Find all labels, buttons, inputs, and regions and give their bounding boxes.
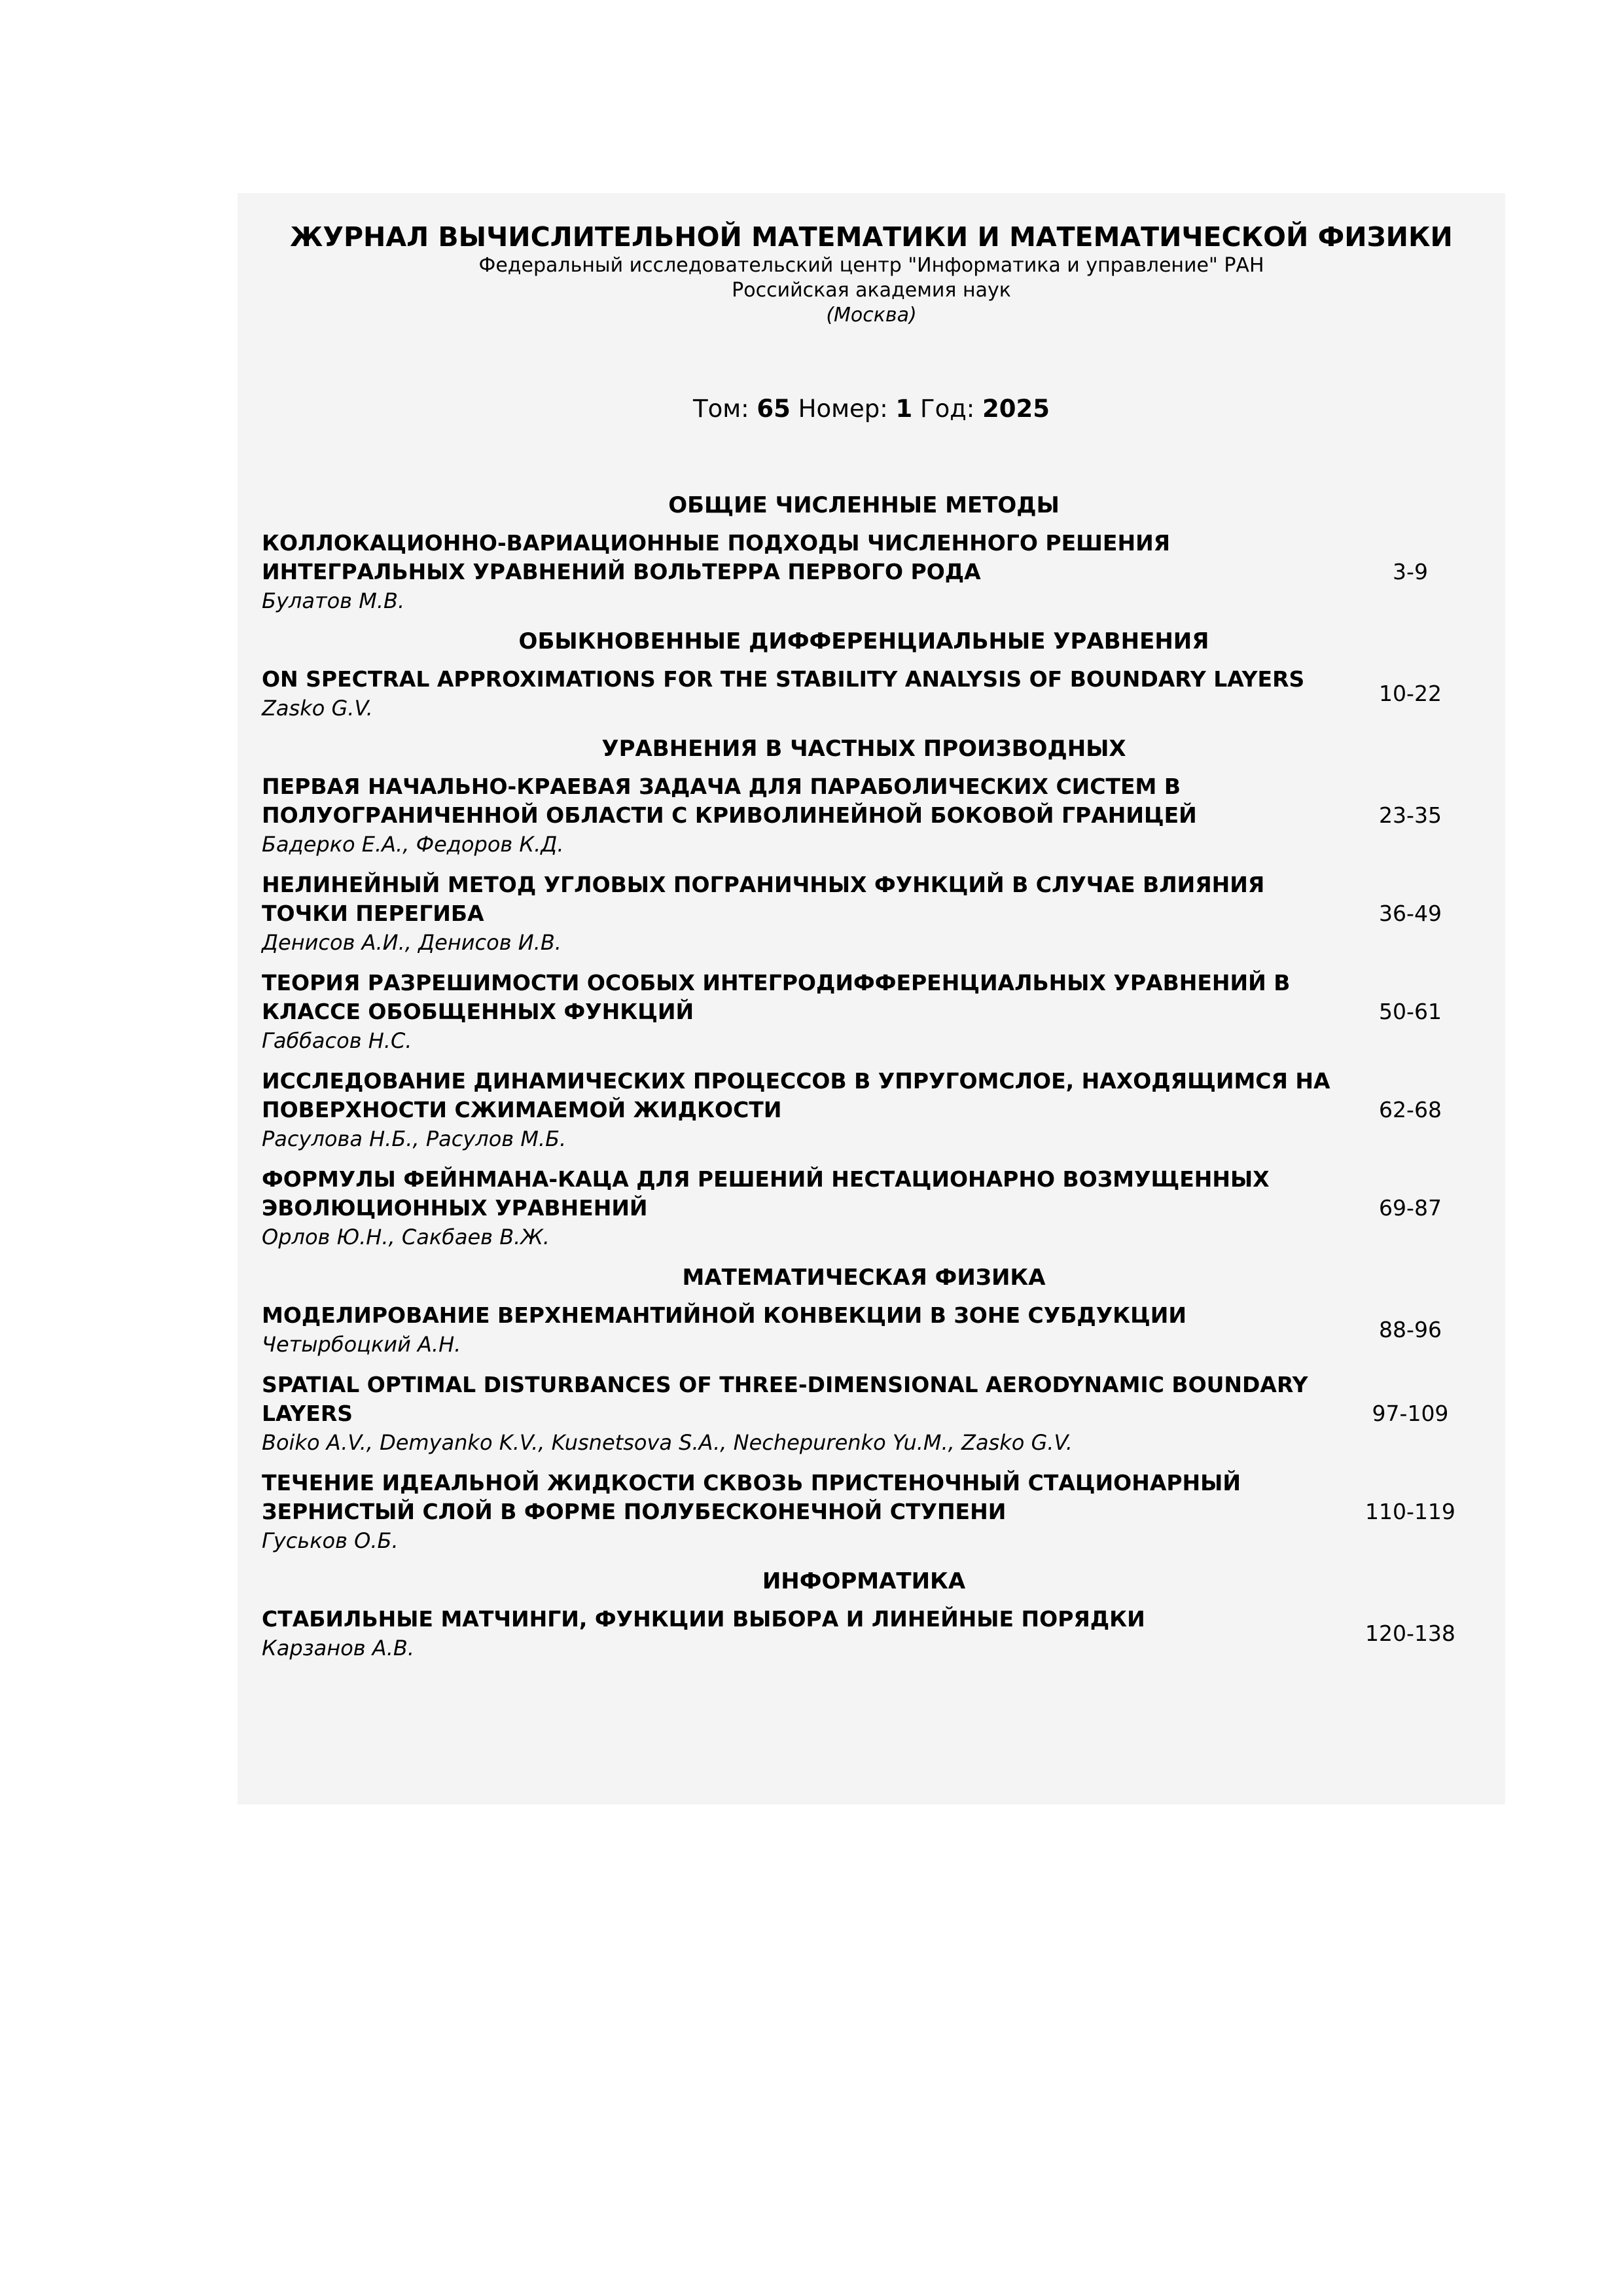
article-title[interactable]: ТЕЧЕНИЕ ИДЕАЛЬНОЙ ЖИДКОСТИ СКВОЗЬ ПРИСТЕНОЧНЫЙ СТАЦИОНАРНЫЙ ЗЕРНИСТЫЙ СЛОЙ В ФОРМЕ ПОЛУБЕСКОНЕЧНОЙ СТУПЕНИ <box>262 1470 1241 1524</box>
article-authors: Габбасов Н.С. <box>262 1028 412 1053</box>
article-title[interactable]: КОЛЛОКАЦИОННО-ВАРИАЦИОННЫЕ ПОДХОДЫ ЧИСЛЕННОГО РЕШЕНИЯ ИНТЕГРАЛЬНЫХ УРАВНЕНИЙ ВОЛЬТЕРРА ПЕРВОГО РОДА <box>262 530 1171 584</box>
year-value: 2025 <box>982 395 1050 423</box>
journal-header <box>238 221 1505 328</box>
organization-name: Федеральный исследовательский центр "Информатика и управление" РАН <box>478 254 1264 277</box>
article-entry[interactable] <box>262 772 1479 859</box>
article-pages: 120-138 <box>1365 1621 1455 1646</box>
article-entry[interactable] <box>262 1301 1479 1359</box>
section-heading: ОБЫКНОВЕННЫЕ ДИФФЕРЕНЦИАЛЬНЫЕ УРАВНЕНИЯ <box>518 628 1209 655</box>
journal-title: ЖУРНАЛ ВЫЧИСЛИТЕЛЬНОЙ МАТЕМАТИКИ И МАТЕМАТИЧЕСКОЙ ФИЗИКИ <box>290 221 1453 253</box>
article-text <box>262 870 1342 957</box>
year-label: Год: <box>920 395 975 423</box>
article-pages: 3-9 <box>1393 559 1428 584</box>
number-label: Номер: <box>798 395 888 423</box>
toc-list <box>262 491 1479 1674</box>
article-text <box>262 1469 1342 1555</box>
article-authors: Расулова Н.Б., Расулов М.Б. <box>262 1126 567 1151</box>
table-of-contents-panel <box>238 193 1505 1804</box>
article-title[interactable]: ФОРМУЛЫ ФЕЙНМАНА-КАЦА ДЛЯ РЕШЕНИЙ НЕСТАЦИОНАРНО ВОЗМУЩЕННЫХ ЭВОЛЮЦИОННЫХ УРАВНЕНИЙ <box>262 1166 1270 1221</box>
article-pages: 23-35 <box>1379 802 1442 828</box>
section-heading: ОБЩИЕ ЧИСЛЕННЫЕ МЕТОДЫ <box>668 492 1060 518</box>
article-pages: 10-22 <box>1379 681 1442 706</box>
volume-value: 65 <box>757 395 791 423</box>
article-entry[interactable] <box>262 1165 1479 1251</box>
article-authors: Четырбоцкий А.Н. <box>262 1332 461 1357</box>
article-authors: Булатов М.В. <box>262 588 405 613</box>
article-text <box>262 969 1342 1055</box>
article-entry[interactable] <box>262 1605 1479 1662</box>
article-authors: Денисов А.И., Денисов И.В. <box>262 930 562 955</box>
article-pages: 88-96 <box>1379 1317 1442 1342</box>
article-pages: 50-61 <box>1379 999 1442 1024</box>
article-text <box>262 529 1342 615</box>
section-heading: ИНФОРМАТИКА <box>762 1568 966 1594</box>
article-text <box>262 1165 1342 1251</box>
article-pages: 97-109 <box>1372 1401 1449 1426</box>
section-heading: МАТЕМАТИЧЕСКАЯ ФИЗИКА <box>682 1265 1046 1291</box>
article-entry[interactable] <box>262 969 1479 1055</box>
article-text <box>262 1371 1342 1457</box>
city-name: (Москва) <box>826 304 917 327</box>
number-value: 1 <box>895 395 913 423</box>
article-entry[interactable] <box>262 529 1479 615</box>
article-text <box>262 1605 1342 1662</box>
article-authors: Бадерко Е.А., Федоров К.Д. <box>262 832 564 857</box>
academy-name: Российская академия наук <box>732 279 1011 302</box>
article-title[interactable]: НЕЛИНЕЙНЫЙ МЕТОД УГЛОВЫХ ПОГРАНИЧНЫХ ФУНКЦИЙ В СЛУЧАЕ ВЛИЯНИЯ ТОЧКИ ПЕРЕГИБА <box>262 872 1265 926</box>
article-authors: Орлов Ю.Н., Сакбаев В.Ж. <box>262 1225 550 1249</box>
article-text <box>262 665 1342 723</box>
article-pages: 69-87 <box>1379 1195 1442 1221</box>
article-pages: 110-119 <box>1365 1499 1455 1524</box>
issue-info <box>238 395 1505 423</box>
article-text <box>262 1301 1342 1359</box>
section-heading: УРАВНЕНИЯ В ЧАСТНЫХ ПРОИЗВОДНЫХ <box>601 736 1126 762</box>
article-entry[interactable] <box>262 1067 1479 1153</box>
article-pages: 62-68 <box>1379 1097 1442 1122</box>
article-title[interactable]: ПЕРВАЯ НАЧАЛЬНО-КРАЕВАЯ ЗАДАЧА ДЛЯ ПАРАБОЛИЧЕСКИХ СИСТЕМ В ПОЛУОГРАНИЧЕННОЙ ОБЛАСТИ С КРИВОЛИНЕЙНОЙ БОКОВОЙ ГРАНИЦЕЙ <box>262 774 1197 828</box>
article-title[interactable]: SPATIAL OPTIMAL DISTURBANCES OF THREE-DIMENSIONAL AERODYNAMIC BOUNDARY LAYERS <box>262 1372 1308 1426</box>
article-authors: Zasko G.V. <box>262 696 373 721</box>
article-text <box>262 1067 1342 1153</box>
volume-label: Том: <box>692 395 749 423</box>
article-entry[interactable] <box>262 1469 1479 1555</box>
article-title[interactable]: ИССЛЕДОВАНИЕ ДИНАМИЧЕСКИХ ПРОЦЕССОВ В УПРУГОМСЛОЕ, НАХОДЯЩИМСЯ НА ПОВЕРХНОСТИ СЖИМАЕМОЙ ЖИДКОСТИ <box>262 1068 1330 1122</box>
article-entry[interactable] <box>262 665 1479 723</box>
article-entry[interactable] <box>262 870 1479 957</box>
article-title[interactable]: ТЕОРИЯ РАЗРЕШИМОСТИ ОСОБЫХ ИНТЕГРОДИФФЕРЕНЦИАЛЬНЫХ УРАВНЕНИЙ В КЛАССЕ ОБОБЩЕННЫХ ФУНКЦИЙ <box>262 970 1291 1024</box>
article-authors: Гуськов О.Б. <box>262 1528 399 1553</box>
article-authors: Карзанов А.В. <box>262 1636 414 1660</box>
article-authors: Boiko A.V., Demyanko K.V., Kusnetsova S.A., Nechepurenko Yu.M., Zasko G.V. <box>262 1430 1073 1455</box>
article-entry[interactable] <box>262 1371 1479 1457</box>
article-title[interactable]: СТАБИЛЬНЫЕ МАТЧИНГИ, ФУНКЦИИ ВЫБОРА И ЛИНЕЙНЫЕ ПОРЯДКИ <box>262 1606 1145 1632</box>
article-pages: 36-49 <box>1379 901 1442 926</box>
article-title[interactable]: МОДЕЛИРОВАНИЕ ВЕРХНЕМАНТИЙНОЙ КОНВЕКЦИИ В ЗОНЕ СУБДУКЦИИ <box>262 1302 1186 1328</box>
article-title[interactable]: ON SPECTRAL APPROXIMATIONS FOR THE STABILITY ANALYSIS OF BOUNDARY LAYERS <box>262 666 1305 692</box>
article-text <box>262 772 1342 859</box>
